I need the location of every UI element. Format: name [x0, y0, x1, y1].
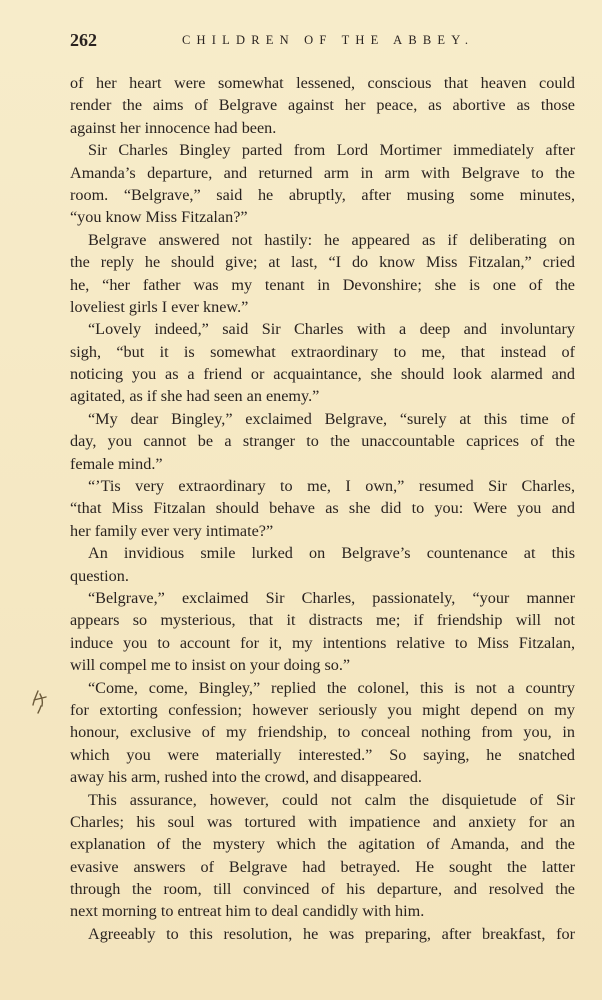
- text-line: explanation of the mystery which the agitation of Amanda, and the: [70, 835, 575, 854]
- running-title: CHILDREN OF THE ABBEY.: [182, 33, 475, 47]
- text-line: will compel me to insist on your doing so.”: [70, 656, 351, 675]
- text-line: he, “her father was my tenant in Devonshire; she is one of the: [70, 275, 575, 294]
- text-line: room. “Belgrave,” said he abruptly, after musing some minutes,: [70, 185, 575, 204]
- text-line: “that Miss Fitzalan should behave as she did to you: Were you and: [70, 499, 575, 518]
- page-number: 262: [70, 30, 97, 50]
- text-line: Amanda’s departure, and returned arm in arm with Belgrave to the: [70, 163, 575, 182]
- text-line: Sir Charles Bingley parted from Lord Mortimer immediately after: [88, 141, 575, 160]
- text-line: Agreeably to this resolution, he was preparing, after breakfast, for: [88, 924, 575, 943]
- text-line: This assurance, however, could not calm the disquietude of Sir: [88, 790, 575, 809]
- text-line: for extorting confession; however seriously you might depend on my: [70, 700, 575, 719]
- text-line: next morning to entreat him to deal candidly with him.: [70, 902, 425, 921]
- text-line: agitated, as if she had seen an enemy.”: [70, 387, 320, 406]
- text-line: “Lovely indeed,” said Sir Charles with a deep and involuntary: [88, 320, 575, 339]
- text-line: “you know Miss Fitzalan?”: [70, 208, 248, 227]
- text-line: Belgrave answered not hastily: he appeared as if deliberating on: [88, 230, 575, 249]
- text-line: female mind.”: [70, 454, 163, 473]
- text-line: render the aims of Belgrave against her peace, as abortive as those: [70, 96, 575, 115]
- text-line: “Belgrave,” exclaimed Sir Charles, passionately, “your manner: [88, 588, 575, 607]
- text-line: the reply he should give; at last, “I do know Miss Fitzalan,” cried: [70, 253, 575, 272]
- text-line: of her heart were somewhat lessened, conscious that heaven could: [70, 74, 575, 92]
- text-line: loveliest girls I ever knew.”: [70, 297, 249, 316]
- text-line: noticing you as a friend or acquaintance, she should look alarmed and: [70, 365, 575, 384]
- text-line: through the room, till convinced of his departure, and resolved the: [70, 880, 575, 899]
- text-line: day, you cannot be a stranger to the unaccountable caprices of the: [70, 432, 575, 451]
- text-line: which you were materially interested.” So saying, he snatched: [70, 745, 575, 764]
- body-text: [70, 72, 575, 945]
- text-line: induce you to account for it, my intentions relative to Miss Fitzalan,: [70, 633, 575, 652]
- text-line: appears so mysterious, that it distracts me; if friendship will not: [70, 611, 575, 630]
- text-line: “My dear Bingley,” exclaimed Belgrave, “surely at this time of: [88, 409, 575, 428]
- page-header: [70, 30, 580, 56]
- text-line: An invidious smile lurked on Belgrave’s countenance at this: [88, 544, 575, 563]
- text-line: question.: [70, 566, 129, 585]
- text-line: “’Tis very extraordinary to me, I own,” resumed Sir Charles,: [88, 477, 575, 496]
- text-line: against her innocence had been.: [70, 118, 277, 137]
- text-line: away his arm, rushed into the crowd, and disappeared.: [70, 768, 422, 787]
- text-line: her family ever very intimate?”: [70, 521, 274, 540]
- text-line: evasive answers of Belgrave had betrayed. He sought the latter: [70, 857, 575, 876]
- handwritten-mark-icon: [30, 688, 52, 714]
- text-line: honour, exclusive of my friendship, to conceal nothing from you, in: [70, 723, 575, 742]
- text-line: Charles; his soul was tortured with impatience and anxiety for an: [70, 812, 575, 831]
- text-line: sigh, “but it is somewhat extraordinary to me, that instead of: [70, 342, 575, 361]
- text-line: “Come, come, Bingley,” replied the colonel, this is not a country: [88, 678, 575, 697]
